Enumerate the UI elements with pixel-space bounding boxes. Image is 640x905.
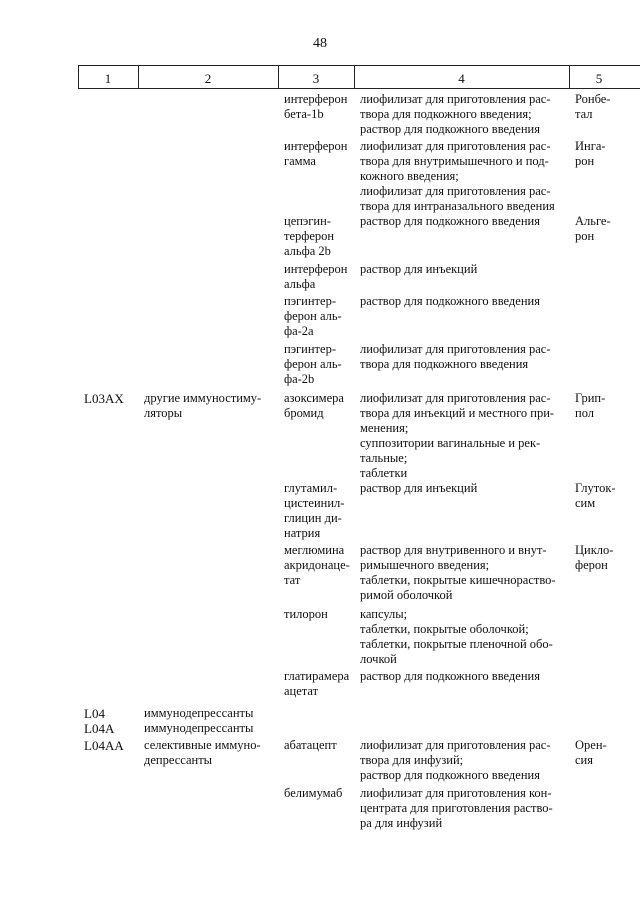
trade-name-cell xyxy=(575,92,611,122)
cell-line: бромид xyxy=(284,406,324,420)
cell-line: твора для внутримышечного и под- xyxy=(360,154,549,168)
trade-name-cell xyxy=(575,481,616,511)
cell-line: абатацепт xyxy=(284,738,337,752)
cell-line: альфа xyxy=(284,277,316,291)
dosage-forms-cell xyxy=(360,786,553,831)
cell-line: Цикло- xyxy=(575,543,614,557)
inn-cell xyxy=(284,92,347,122)
column-header-1: 1 xyxy=(104,71,112,86)
cell-line: натрия xyxy=(284,526,321,540)
group-name-cell xyxy=(144,721,253,736)
cell-line: ферон аль- xyxy=(284,357,342,371)
inn-cell xyxy=(284,669,349,699)
dosage-forms-cell xyxy=(360,262,477,277)
cell-line: акридонаце- xyxy=(284,558,350,572)
cell-line: раствор для инъекций xyxy=(360,481,478,495)
cell-line: таблетки xyxy=(360,466,408,480)
cell-line: L04AA xyxy=(84,738,124,753)
cell-line: глутамил- xyxy=(284,481,338,495)
cell-line: рон xyxy=(575,229,595,243)
table-top-border xyxy=(78,65,640,66)
cell-line: пэгинтер- xyxy=(284,294,336,308)
cell-line: бета-1b xyxy=(284,107,324,121)
group-name-cell xyxy=(144,738,261,768)
inn-cell xyxy=(284,294,342,339)
inn-cell xyxy=(284,607,328,622)
cell-line: пэгинтер- xyxy=(284,342,336,356)
cell-line: раствор для инъекций xyxy=(360,262,478,276)
cell-line: лиофилизат для приготовления кон- xyxy=(360,786,552,800)
cell-line: твора для инъекций и местного при- xyxy=(360,406,555,420)
inn-cell xyxy=(284,214,334,259)
cell-line: тальные; xyxy=(360,451,408,465)
cell-line: терферон xyxy=(284,229,335,243)
cell-line: Глуток- xyxy=(575,481,616,495)
trade-name-cell xyxy=(575,543,613,573)
trade-name-cell xyxy=(575,391,605,421)
cell-line: тилорон xyxy=(284,607,328,621)
cell-line: римышечного введения; xyxy=(360,558,490,572)
group-name-cell xyxy=(144,706,253,721)
cell-line: сим xyxy=(575,496,596,510)
cell-line: иммунодепрессанты xyxy=(144,706,254,720)
cell-line: твора для подкожного введения xyxy=(360,357,529,371)
inn-cell xyxy=(284,262,347,292)
cell-line: азоксимера xyxy=(284,391,344,405)
dosage-forms-cell xyxy=(360,139,555,214)
inn-cell xyxy=(284,391,344,421)
cell-line: фа-2b xyxy=(284,372,315,386)
cell-line: цистеинил- xyxy=(284,496,345,510)
inn-cell xyxy=(284,738,337,753)
cell-line: Инга- xyxy=(575,139,606,153)
dosage-forms-cell xyxy=(360,481,477,496)
cell-line: другие иммуностиму- xyxy=(144,391,262,405)
cell-line: интерферон xyxy=(284,262,348,276)
cell-line: ляторы xyxy=(144,406,183,420)
dosage-forms-cell xyxy=(360,543,556,603)
cell-line: глатирамера xyxy=(284,669,350,683)
cell-line: Альге- xyxy=(575,214,611,228)
cell-line: раствор для подкожного введения xyxy=(360,669,540,683)
dosage-forms-cell xyxy=(360,294,540,309)
cell-line: интерферон xyxy=(284,139,348,153)
cell-line: фа-2а xyxy=(284,324,314,338)
atc-code-cell xyxy=(84,738,124,753)
cell-line: белимумаб xyxy=(284,786,343,800)
cell-line: цепэгин- xyxy=(284,214,331,228)
cell-line: таблетки, покрытые пленочной обо- xyxy=(360,637,553,651)
column-header-5: 5 xyxy=(595,71,603,86)
cell-line: раствор для подкожного введения xyxy=(360,214,540,228)
inn-cell xyxy=(284,139,347,169)
inn-cell xyxy=(284,342,342,387)
cell-line: капсулы; xyxy=(360,607,408,621)
cell-line: L04 xyxy=(84,706,105,721)
cell-line: лиофилизат для приготовления рас- xyxy=(360,391,551,405)
cell-line: раствор для подкожного введения xyxy=(360,294,540,308)
cell-line: ферон аль- xyxy=(284,309,342,323)
atc-code-cell xyxy=(84,391,124,406)
cell-line: твора для инфузий; xyxy=(360,753,464,767)
cell-line: Ронбе- xyxy=(575,92,611,106)
cell-line: лиофилизат для приготовления рас- xyxy=(360,139,551,153)
cell-line: селективные иммуно- xyxy=(144,738,261,752)
cell-line: лиофилизат для приготовления рас- xyxy=(360,184,551,198)
atc-code-cell xyxy=(84,706,105,721)
atc-code-cell xyxy=(84,721,114,736)
trade-name-cell xyxy=(575,738,607,768)
cell-line: таблетки, покрытые кишечнораство- xyxy=(360,573,556,587)
cell-line: твора для подкожного введения; xyxy=(360,107,532,121)
dosage-forms-cell xyxy=(360,214,540,229)
cell-line: таблетки, покрытые оболочкой; xyxy=(360,622,529,636)
page-number: 48 xyxy=(313,36,327,51)
cell-line: раствор для подкожного введения xyxy=(360,122,540,136)
inn-cell xyxy=(284,481,344,541)
cell-line: тал xyxy=(575,107,593,121)
cell-line: ферон xyxy=(575,558,608,572)
cell-line: глицин ди- xyxy=(284,511,342,525)
cell-line: лочкой xyxy=(360,652,397,666)
dosage-forms-cell xyxy=(360,342,550,372)
inn-cell xyxy=(284,786,342,801)
cell-line: раствор для подкожного введения xyxy=(360,768,540,782)
cell-line: гамма xyxy=(284,154,316,168)
cell-line: L03AX xyxy=(84,391,124,406)
inn-cell xyxy=(284,543,350,588)
table-header-bottom-border xyxy=(78,88,640,89)
dosage-forms-cell xyxy=(360,391,554,481)
cell-line: Грип- xyxy=(575,391,606,405)
cell-line: лиофилизат для приготовления рас- xyxy=(360,342,551,356)
cell-line: кожного введения; xyxy=(360,169,459,183)
cell-line: лиофилизат для приготовления рас- xyxy=(360,92,551,106)
cell-line: пол xyxy=(575,406,595,420)
column-header-2: 2 xyxy=(204,71,212,86)
cell-line: L04A xyxy=(84,721,115,736)
column-header-4: 4 xyxy=(458,71,465,86)
cell-line: Орен- xyxy=(575,738,607,752)
cell-line: сия xyxy=(575,753,593,767)
dosage-forms-cell xyxy=(360,92,550,137)
dosage-forms-cell xyxy=(360,669,540,684)
trade-name-cell xyxy=(575,214,611,244)
cell-line: тат xyxy=(284,573,301,587)
cell-line: суппозитории вагинальные и рек- xyxy=(360,436,541,450)
column-header-3: 3 xyxy=(312,71,320,86)
cell-line: раствор для внутривенного и внут- xyxy=(360,543,547,557)
cell-line: лиофилизат для приготовления рас- xyxy=(360,738,551,752)
dosage-forms-cell xyxy=(360,607,553,667)
cell-line: менения; xyxy=(360,421,409,435)
trade-name-cell xyxy=(575,139,606,169)
dosage-forms-cell xyxy=(360,738,550,783)
cell-line: меглюмина xyxy=(284,543,345,557)
cell-line: твора для интраназального введения xyxy=(360,199,555,213)
cell-line: ацетат xyxy=(284,684,319,698)
cell-line: альфа 2b xyxy=(284,244,331,258)
cell-line: иммунодепрессанты xyxy=(144,721,254,735)
cell-line: рон xyxy=(575,154,595,168)
cell-line: центрата для приготовления раство- xyxy=(360,801,553,815)
group-name-cell xyxy=(144,391,261,421)
cell-line: депрессанты xyxy=(144,753,213,767)
cell-line: римой оболочкой xyxy=(360,588,453,602)
cell-line: интерферон xyxy=(284,92,348,106)
cell-line: ра для инфузий xyxy=(360,816,443,830)
